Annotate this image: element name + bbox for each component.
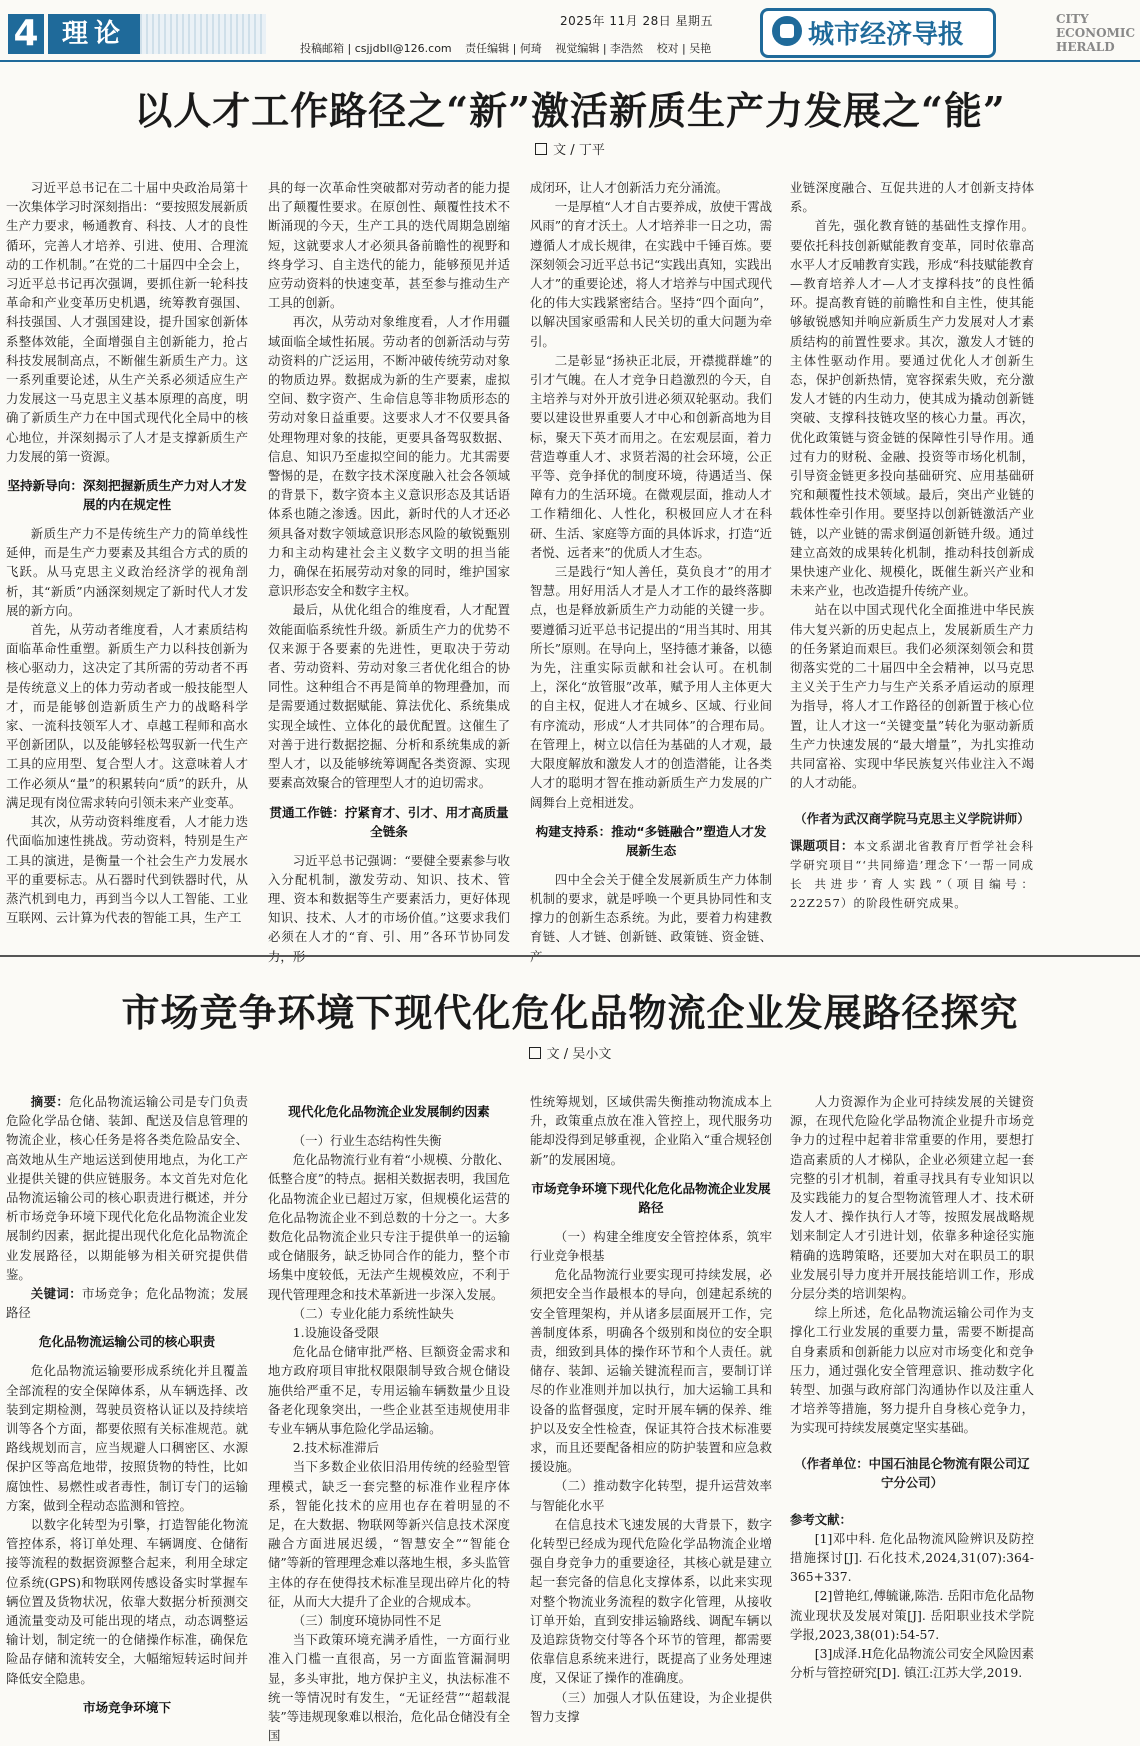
project-text: 本文系湖北省教育厅哲学社会科学研究项目“‘共同缔造’理念下‘一帮一同成长 共进步’育人实践”（项目编号：22Z257）的阶段性研究成果。	[790, 838, 1034, 911]
editorial-credits	[300, 40, 721, 56]
paragraph: （一）构建全维度安全管控体系，筑牢行业竞争根基	[530, 1228, 772, 1264]
masthead-rule	[0, 60, 1140, 62]
subheading: 构建支持系：推动“多链融合”塑造人才发展新生态	[535, 823, 767, 858]
paragraph: 习近平总书记强调：“要健全要素参与收入分配机制，激发劳动、知识、技术、管理、资本和数据等生产要素活力，更好体现知识、技术、人才的市场价值。”这要求我们必须在人才的“育、引、用”各环节协同发	[268, 852, 510, 945]
paragraph: 危化品仓储审批严格、巨额资金需求和地方政府项目审批权限限制导致合规仓储设施供给严重不足，专用运输车辆数量少且设备老化现象突出，一些企业甚至违规使用非专业车辆从事危险化学品运输。	[268, 1344, 510, 1437]
paper-name-en: CITY ECONOMIC HERALD	[1056, 12, 1136, 54]
paragraph: 再次，从劳动对象维度看，人才作用疆域面临全域性拓展。劳动者的创新活动与劳动资料的广泛运用，不断冲破传统劳动对象的物质边界。数据成为新的生产要素，虚拟空间、数字资产、生命信息等非物质形态的劳动对象日益重要。这要求人才不仅要具备处理物理对象的技能，更要具备驾驭数据、信息、知识乃至虚拟空间的能力。尤其需要警惕的是，在数字技术深度融入社会各领域的背景下，数字资本主义意识形态及其话语体系也随之渗透。因此，新时代的人才还必须具备对数字领域意识形态风险的敏锐甄别力和主动构建社会主义数字文明的担当能力，确保在拓展劳动对象的同时，维护国家意识形态安全和数字主权。	[268, 314, 510, 599]
editor-credit: 责任编辑 | 何琦	[465, 42, 542, 55]
paragraph: 当下多数企业依旧沿用传统的经验型管理模式，缺乏一套完整的标准作业程序体系，智能化技术的应用也存在着明显的不足，在大数据、物联网等新兴信息技术深度融合方面进展迟缓，“智慧安全”“智能仓储”等新的管理理念难以落地生根，多头监管主体的存在使得技术标准呈现出碎片化的特征，从而大大提升了企业的合规成本。	[268, 1459, 510, 1609]
paragraph: 首先，强化教育链的基础性支撑作用。要依托科技创新赋能教育变革，同时依靠高水平人才反哺教育实践，形成“科技赋能教育—教育培养人才—人才支撑科技”的良性循环。提高教育链的前瞻性和自主性，使其能够敏锐感知并响应新质生产力发展对人才素质结构的前置性要求。其次，激发人才链的主体性驱动作用。要通过优化人才创新生态，保护创新热情，宽容探索失败，充分激发人才链的内生动力，使其成为撬动创新链突破、支撑科技链攻坚的核心力量。再次，优化政策链与资金链的保障性引导作用。通过有力的财税、金融、投资等市场化机制，引导资金链更多投向基础研究、应用基础研究和颠覆性技术领域。最后，突出产业链的载体性牵引作用。要坚持以创新链激活产业链，以产业链的需求倒逼创新链升级。通过建立高效的成果转化机制，推动科技创新成果快速产业化、规模化，既催生新兴产业和未来产业，也改造提升传统产业。	[790, 218, 1034, 599]
paragraph: 业链深度融合、互促共进的人才创新支持体系。	[790, 180, 1034, 215]
lead-text: 危化品物流运输公司是专门负责危险化学品仓储、装卸、配送及信息管理的物流企业，核心任务是将各类危险品安全、高效地从生产地运送到使用地点，为化工产业提供关键的供应链服务。本文首先对危化品物流运输公司的核心职责进行概述，并分析市场竞争环境下现代化危化品物流企业发展制约因素，据此提出现代化危化品物流企业发展路径，以期能够为相关研究提供借鉴。	[6, 1094, 249, 1282]
author-note: （作者为武汉商学院马克思主义学院讲师）	[794, 810, 1030, 826]
author-note: （作者单位：中国石油昆仑物流有限公司辽宁分公司）	[794, 1455, 1030, 1490]
visual-editor-credit: 视觉编辑 | 李浩然	[555, 42, 644, 55]
article1-col1	[6, 178, 248, 927]
paragraph: 以数字化转型为引擎，打造智能化物流管控体系，将订单处理、车辆调度、仓储衔接等流程的数据资源整合起来，利用全球定位系统(GPS)和物联网传感设备实时掌握车辆位置及货物状况，依靠大数据分析预测交通流量变动及可能出现的堵点，动态调整运输计划，制定统一的仓储操作标准，确保危险品存储和流转安全，大幅缩短转运时间并降低安全隐患。	[6, 1517, 248, 1686]
page-number: 4	[8, 14, 44, 54]
subheading: 市场竞争环境下现代化危化品物流企业发展路径	[531, 1180, 771, 1215]
paragraph: 危化品物流行业有着“小规模、分散化、低整合度”的特点。据相关数据表明，我国危化品物流企业已超过万家，但规模化运营的危化品物流企业不到总数的十分之一。大多数危化品物流企业只专注于提供单一的运输或仓储服务，缺乏协同合作的能力，整个市场集中度较低，无法产生规模效应，不利于现代管理理念和技术革新进一步深入发展。	[268, 1152, 510, 1302]
paragraph: 其次，从劳动资料维度看，人才能力迭代面临加速性挑战。劳动资料，特别是生产工具的演进，是衡量一个社会生产力发展水平的重要标志。从石器时代到铁器时代，从蒸汽机到电力，再到当今以人工智能、工业互联网、云计算为代表的智能工具，生产工	[6, 814, 248, 926]
reference-item: [3]成泽.H危化品物流公司安全风险因素分析与管控研究[D]. 镇江:江苏大学,2019.	[790, 1646, 1034, 1681]
lead-label: 摘要：	[30, 1094, 70, 1109]
paragraph: 性统筹规划，区域供需失衡推动物流成本上升，政策重点放在准入管控上，现代服务功能却没得到足够重视，企业陷入“重合规轻创新”的发展困境。	[530, 1094, 772, 1167]
paragraph: （二）推动数字化转型，提升运营效率与智能化水平	[530, 1478, 772, 1513]
article2-title: 市场竞争环境下现代化危化品物流企业发展路径探究	[121, 990, 1019, 1035]
article2-col2	[268, 1092, 510, 1746]
issue-date: 2025年 11月 28日 星期五	[560, 14, 714, 28]
contact-email[interactable]: 投稿邮箱 | csjjdbll@126.com	[300, 42, 452, 55]
proofreader-credit: 校对 | 吴艳	[656, 42, 712, 55]
references-label: 参考文献：	[790, 1511, 852, 1527]
project-paragraph	[790, 836, 1034, 913]
paragraph: 危化品物流运输要形成系统化并且覆盖全部流程的安全保障体系，从车辆选择、改装到定期检测，驾驶员资格认证以及持续培训等各个方面，都要依照有关标准规范。就路线规划而言，应当规避人口稠密区、水源保护区等高危地带，按照货物的特性，比如腐蚀性、易燃性或者毒性，制订专门的运输方案，做到全程动态监测和管控。	[6, 1363, 248, 1513]
paragraph: 新质生产力不是传统生产力的简单线性延伸，而是生产力要素及其组合方式的质的飞跃。从马克思主义政治经济学的视角剖析，其“新质”内涵深刻规定了新时代人才发展的新方向。	[6, 526, 248, 618]
paragraph: 首先，从劳动者维度看，人才素质结构面临革命性重塑。新质生产力以科技创新为核心驱动力，这决定了其所需的劳动者不再是传统意义上的体力劳动者或一般技能型人才，而是能够创造新质生产力的战略科学家、一流科技领军人才、卓越工程师和高水平创新团队，以及能够轻松驾驭新一代生产工具的应用型、复合型人才。这意味着人才工作必须从“量”的积累转向“质”的跃升，从满足现有岗位需求转向引领未来产业变革。	[6, 622, 248, 810]
article1-title: 以人才工作路径之“新”激活新质生产力发展之“能”	[134, 88, 1006, 133]
subheading: 现代化危化品物流企业发展制约因素	[288, 1104, 490, 1119]
paragraph: 成闭环，让人才创新活力充分涌流。	[530, 180, 729, 195]
article1-col3	[530, 178, 772, 966]
article1-col4	[790, 178, 1034, 912]
paragraph: 1.设施设备受限	[292, 1325, 379, 1341]
lead-text: 市场竞争；危化品物流；发展路径	[6, 1286, 248, 1321]
paragraph: （二）专业化能力系统性缺失	[292, 1305, 454, 1321]
section-band	[140, 14, 266, 54]
paragraph: （三）加强人才队伍建设，为企业提供智力支撑	[530, 1689, 772, 1724]
references-paragraph	[790, 1510, 1034, 1529]
paragraph: 四中全会关于健全发展新质生产力体制机制的要求，就是呼唤一个更具协同性和支撑力的创新生态系统。为此，要着力构建教育链、人才链、创新链、政策链、资金链、	[530, 871, 772, 945]
paragraph: 习近平总书记在二十届中央政治局第十一次集体学习时深刻指出：“要按照发展新质生产力要求，畅通教育、科技、人才的良性循环，完善人才培养、引进、使用、合理流动的工作机制。”在党的二十届四中全会上，习近平总书记再次强调，要抓住新一轮科技革命和产业变革历史机遇，统筹教育强国、科技强国、人才强国建设，提升国家创新体系整体效能，全面增强自主创新能力，抢占科技发展制高点，不断催生新质生产力。这一系列重要论述，从生产关系必须适应生产力发展这一马克思主义基本原理的高度，明确了新质生产力在中国式现代化全局中的核心地位，并深刻揭示了人才是支撑新质生产力发展的第一资源。	[6, 180, 248, 464]
paragraph: 在信息技术飞速发展的大背景下，数字化转型已经成为现代危险化学品物流企业增强自身竞争力的重要途径，其核心就是建立起一套完备的信息化支撑体系，以此来实现对整个物流业务流程的数字化管理，从接收订单开始，直到安排运输路线、调配车辆以及追踪货物交付等各个环节的管理，都需要依靠信息系统来进行，既提高了业务处理速度，又保证了操作的准确度。	[530, 1516, 772, 1686]
paragraph: （三）制度环境协同性不足	[292, 1613, 442, 1629]
subheading: 坚持新导向：深刻把握新质生产力对人才发展的内在规定性	[7, 478, 247, 513]
article2-byline: 文 / 吴小文	[0, 1043, 1140, 1062]
article2-col1	[6, 1092, 248, 1727]
article2-col3	[530, 1092, 772, 1726]
paper-name: 城市经济导报	[808, 20, 965, 50]
paragraph: 最后，从优化组合的维度看，人才配置效能面临系统性升级。新质生产力的优势不仅来源于各要素的先进性，更取决于劳动者、劳动资料、劳动对象三者优化组合的协同性。这种组合不再是简单的物理叠加，而是需要通过数据赋能、算法优化、系统集成实现全域性、立体化的最优配置。这催生了对善于进行数据挖掘、分析和系统集成的新型人才，以及能够统筹调配各类资源、实现要素高效聚合的管理型人才的迫切需求。	[268, 602, 510, 791]
subheading: 危化品物流运输公司的核心职责	[38, 1334, 216, 1350]
abstract-paragraph	[6, 1092, 248, 1284]
article1-col2	[268, 178, 510, 966]
paragraph: 综上所述，危化品物流运输公司作为支撑化工行业发展的重要力量，需要不断提高自身素质和创新能力以应对市场变化和竞争压力，通过强化安全管理意识、推动数字化转型、加强与政府部门沟通协作以及注重人才培养等措施，努力提升自身核心竞争力，为实现可持续发展奠定坚实基础。	[790, 1305, 1034, 1436]
paragraph: 当下政策环境充满矛盾性，一方面行业准入门槛一直很高，另一方面监管漏洞明显，多头审批，地方保护主义，执法标准不统一等情况时有发生，“无证经营”“超载混装”等违规现象难以根治，危化品仓储没有全国	[268, 1632, 510, 1744]
project-label: 课题项目：	[790, 837, 854, 853]
paragraph: 一是厚植“人才自古要养成，放使干霄战风雨”的育才沃土。人才培养非一日之功，需遵循人才成长规律，在实践中千锤百炼。要深刻领会习近平总书记“实践出真知，实践出人才”的重要论述，将人才培养与中国式现代化的伟大实践紧密结合。坚持“四个面向”，以解决国家亟需和人民关切的重大问题为牵引。	[530, 199, 772, 349]
lead-label: 关键词：	[30, 1286, 82, 1302]
paragraph: 三是践行“知人善任，莫负良才”的用才智慧。用好用活人才是人才工作的最终落脚点，也是释放新质生产力动能的关键一步。要遵循习近平总书记提出的“用当其时、用其所长”原则。在导向上，坚持德才兼备，以德为先，注重实际贡献和社会认可。在机制上，深化“放管服”改革，赋予用人主体更大的自主权，促进人才在城乡、区域、行业间有序流动，形成“人才共同体”的合理布局。在管理上，树立以信任为基础的人才观，最大限度解放和激发人才的创造潜能，让各类人才的聪明才智在推动新质生产力发展的广阔舞台上竞相迸发。	[530, 564, 772, 810]
article-divider	[0, 955, 1140, 957]
reference-item: [1]邓中科. 危化品物流风险辨识及防控措施探讨[J]. 石化技术,2024,31(07):364-365+337.	[790, 1530, 1034, 1585]
subheading: 市场竞争环境下	[82, 1699, 172, 1715]
paragraph: 人力资源作为企业可持续发展的关键资源，在现代危险化学品物流企业提升市场竞争力的过程中起着非常重要的作用，要想打造高素质的人才梯队，企业必须建立起一套完整的引才机制，着重寻找具有专业知识以及实践能力的复合型物流管理人才、技术研发人才、操作执行人才等，按照发展战略规划来制定人才引进计划，依靠多种途径实施精确的选聘策略，还要加大对在职员工的职业发展引导力度并开展技能培训工作，形成分层分类的培训架构。	[790, 1094, 1034, 1302]
article1-byline: 文 / 丁平	[0, 139, 1140, 158]
paragraph: 具的每一次革命性突破都对劳动者的能力提出了颠覆性要求。在原创性、颠覆性技术不断涌现的今天，生产工具的迭代周期急剧缩短，这就要求人才必须具备前瞻性的视野和终身学习、自主迭代的能力，能够预见并适应劳动资料的快速变革，甚至参与推动生产工具的创新。	[268, 180, 510, 311]
logo-icon	[772, 16, 802, 46]
subheading: 贯通工作链：拧紧育才、引才、用才高质量全链条	[269, 804, 509, 839]
paragraph: 2.技术标准滞后	[292, 1440, 379, 1456]
section-label: 理论	[48, 14, 140, 54]
reference-item: [2]曾艳红,傅毓谦,陈浩. 岳阳市危化品物流业现状及发展对策[J]. 岳阳职业技术学院学报,2023,38(01):54-57.	[790, 1588, 1034, 1642]
paragraph: 站在以中国式现代化全面推进中华民族伟大复兴新的历史起点上，发展新质生产力的任务紧迫而艰巨。我们必须深刻领会和贯彻落实党的二十届四中全会精神，以马克思主义关于生产力与生产关系矛盾运动的原理为指导，将人才工作路径的创新置于核心位置，让人才这一“关键变量”转化为驱动新质生产力快速发展的“最大增量”，为扎实推动共同富裕、实现中华民族复兴伟业注入不竭的人才动能。	[790, 602, 1034, 791]
article2-col4	[790, 1092, 1034, 1682]
paragraph: （一）行业生态结构性失衡	[292, 1133, 442, 1148]
paragraph: 二是彰显“扬袂正北辰，开襟揽群雄”的引才气魄。在人才竞争日趋激烈的今天，自主培养与对外开放引进必须双轮驱动。我们要以建设世界重要人才中心和创新高地为目标，聚天下英才而用之。在宏观层面，着力营造尊重人才、求贤若渴的社会环境，公正平等、竞争择优的制度环境，待遇适当、保障有力的生活环境。在微观层面，推动人才工作精细化、人性化，积极回应人才在科研、生活、家庭等方面的具体诉求，打造“近者悦、远者来”的优质人才生态。	[530, 352, 772, 560]
paragraph: 危化品物流行业要实现可持续发展，必须把安全当作最根本的导向，创建起系统的安全管理架构，并从诸多层面展开工作，完善制度体系，明确各个级别和岗位的安全职责，细致到具体的操作环节和个人责任。就储存、装卸、运输关键流程而言，要制订详尽的作业准则并加以执行，加大运输工具和设备的监督强度，定时开展车辆的保养、维护以及安全性检查，保证其符合技术标准要求，而且还要配备相应的防护装置和应急救援设施。	[530, 1267, 772, 1475]
abstract-paragraph	[6, 1284, 248, 1322]
